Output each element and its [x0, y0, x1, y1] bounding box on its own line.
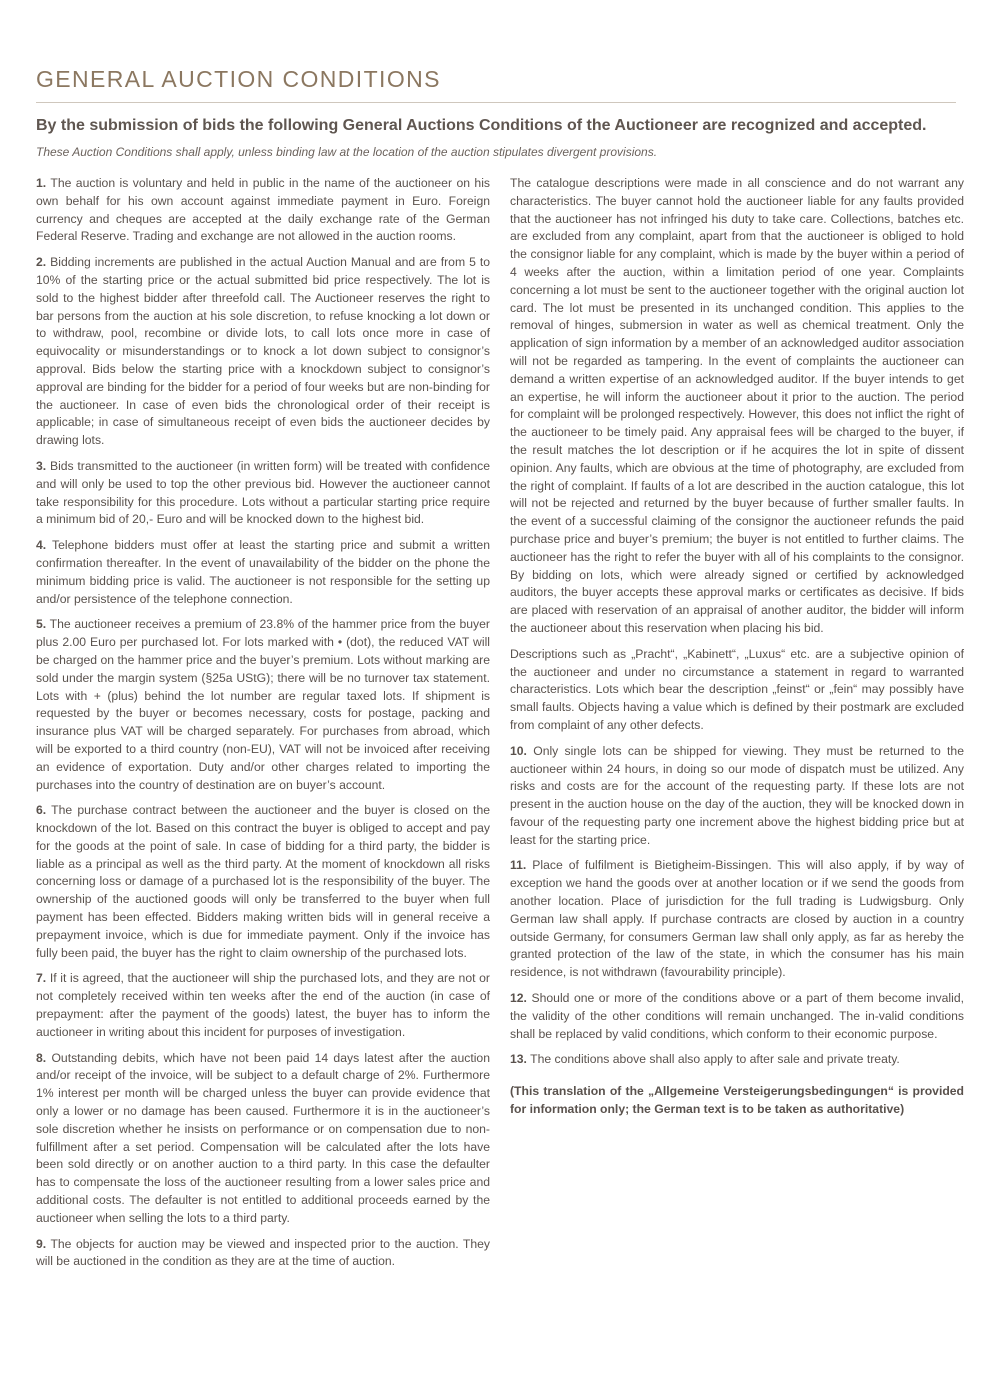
page-subtitle: By the submission of bids the following General Auctions Conditions of the Auctioneer are recognized and accepted.: [36, 117, 927, 134]
clause-text: The purchase contract between the auctioneer and the buyer is closed on the knockdown of the lot. Based on this contract the buyer is obliged to accept and pay for the goods at the point of sale. In case of bidding for a third party, the bidder is liable as a principal as well as the third party. At the moment of knockdown all risks concerning loss or damage of a purchased lot is the responsibility of the buyer. The ownership of the auctioned goods will only be transferred to the buyer when full payment has been effected. Bidders making written bids will in general receive a prepayment invoice, which is due for immediate payment. Only if the invoice has fully been paid, the buyer has the right to claim ownership of the purchased lots.: [36, 803, 490, 960]
clause-9-continued: [510, 175, 964, 638]
clause-number: 2.: [36, 255, 47, 270]
clause-text: Descriptions such as „Pracht“, „Kabinett“, „Luxus“ etc. are a subjective opinion of the auctioneer and under no circumstance a statement in regard to warranted characteristics. Lots which bear the description „feinst“ or „fein“ may possibly have small faults. Objects having a value which is defined by their postmark are excluded from complaint of any other defects.: [510, 646, 964, 732]
clause-12: [510, 990, 964, 1043]
clause-1: [36, 175, 490, 246]
clause-text: Bids transmitted to the auctioneer (in written form) will be treated with confidence and will only be used to top the other previous bid. However the auctioneer cannot take responsibility for this procedure. Lots without a particular starting price require a minimum bid of 20,- Euro and will be knocked down to the highest bid.: [36, 458, 490, 527]
clause-number: 9.: [36, 1236, 47, 1251]
left-column: [36, 175, 490, 1279]
clause-6: [36, 802, 490, 962]
clause-number: 1.: [36, 176, 47, 190]
clause-4: [36, 537, 490, 608]
clause-number: 13.: [510, 1052, 527, 1067]
clause-9: [36, 1236, 490, 1272]
clause-8: [36, 1050, 490, 1228]
right-column: [510, 175, 964, 1127]
clause-text: Bidding increments are published in the actual Auction Manual and are from 5 to 10% of the starting price or the actual submitted bid price respectively. The lot is sold to the highest bidder after threefold call. The Auctioneer reserves the right to bar persons from the auction at his sole discretion, to refuse knocking a lot down or to withdraw, pool, recombine or divide lots, to call lots once more in case of equivocality or misunderstandings or to knock a lot down subject to consignor’s approval. Bids below the starting price with a knockdown subject to consignor’s approval are binding for the bidder for a period of four weeks but are non-binding for the auctioneer. In case of even bids the chronological order of their receipt is applicable; in case of simultaneous receipt of even bids the auctioneer decides by drawing lots.: [36, 255, 490, 448]
clause-text: The auction is voluntary and held in public in the name of the auctioneer on his own behalf for his own account against immediate payment in Euro. Foreign currency and cheques are accepted at the daily exchange rate of the German Federal Reserve. Trading and exchange are not allowed in the auction rooms.: [36, 176, 490, 244]
clause-number: 12.: [510, 991, 527, 1006]
title-divider: [36, 102, 956, 103]
clause-7: [36, 970, 490, 1041]
page-title: GENERAL AUCTION CONDITIONS: [36, 66, 441, 92]
clause-text: The conditions above shall also apply to after sale and private treaty.: [530, 1052, 900, 1067]
clause-5: [36, 616, 490, 794]
clause-11: [510, 857, 964, 982]
clause-text: If it is agreed, that the auctioneer will ship the purchased lots, and they are not or not completely received within ten weeks after the end of the auction (in case of prepayment: after the payment of the goods) latest, the buyer has to inform the auctioneer in writing about this incident for purposes of investigation.: [36, 971, 490, 1039]
clause-text: The catalogue descriptions were made in all conscience and do not warrant any characteristics. The buyer cannot hold the auctioneer liable for any faults provided that the auctioneer has not infringed his duty to take care. Collections, batches etc. are excluded from any complaint, apart from that the auctioneer is obliged to hold the consignor liable for any complaint, which is made by the buyer within a period of 4 weeks after the auction, within a limitation period of one year. Complaints concerning a lot must be sent to the auctioneer together with the original auction lot card. The lot must be presented in its unchanged condition. This applies to the removal of hinges, submersion in water as well as chemical treatment. Only the application of sign information by a member of an acknowledged auditor association will not be regarded as tampering. In the event of complaints the auctioneer can demand a written expertise of an acknowledged auditor. If the buyer intends to get an expertise, he will inform the auctioneer about it prior to the auction. The period for complaint will be prolonged respectively. However, this does not inflict the right of the auctioneer to be timely paid. Any appraisal fees will be charged to the buyer, if the result matches the lot description or if he acquires the lot in spite of dissent opinion. Any faults, which are obvious at the time of photography, are excluded from the right of complaint. If faults of a lot are described in the auction catalogue, this lot will not be rejected and returned by the buyer because of further smaller faults. In the event of a successful claiming of the consignor the auctioneer refunds the paid purchase price and buyer’s premium; the buyer is not entitled to further claims. The auctioneer has the right to refer the buyer with all of his complaints to the consignor. By bidding on lots, which were already signed or certified by acknowledged auditors, the buyer accepts these approval marks or certificates as decisive. If bids are placed with reservation of an appraisal of another auditor, the bidder will inform the auctioneer about this reservation when placing his bid.: [510, 176, 964, 635]
clause-text: Only single lots can be shipped for viewing. They must be returned to the auctioneer within 24 hours, in doing so our mode of dispatch must be utilized. Any risks and costs are for the account of the requesting party. If these lots are not present in the auction house on the day of the auction, they will be knocked down in favour of the requesting party one increment above the highest bidding price but at least for the starting price.: [510, 743, 964, 847]
clause-text: The objects for auction may be viewed and inspected prior to the auction. They will be auctioned in the condition as they are at the time of auction.: [36, 1236, 491, 1269]
clause-number: 5.: [36, 617, 47, 632]
translation-note: (This translation of the „Allgemeine Versteigerungsbedingungen“ is provided for information only; the German text is to be taken as authoritative): [510, 1084, 964, 1117]
clause-10: [510, 743, 964, 850]
clause-number: 4.: [36, 538, 47, 553]
clause-number: 3.: [36, 458, 47, 473]
clause-9-descriptions: [510, 646, 964, 735]
clause-2: [36, 254, 490, 450]
clause-3: [36, 458, 490, 529]
clause-13: [510, 1051, 964, 1069]
clause-text: The auctioneer receives a premium of 23.8% of the hammer price from the buyer plus 2.00 Euro per purchased lot. For lots marked with • (dot), the reduced VAT will be charged on the hammer price and the buyer’s premium. Lots without marking are sold under the margin system (§25a UStG); there will be no turnover tax statement. Lots with + (plus) behind the lot number are regular taxed lots. If shipment is requested by the buyer or becomes necessary, costs for postage, packing and insurance plus VAT will be charged separately. For purchases from abroad, which will be exported to a third country (non-EU), VAT will not be invoiced after receiving an evidence of exportation. Duty and/or other charges related to importing the purchases into the country of destination are on buyer’s account.: [36, 617, 490, 792]
clause-number: 11.: [510, 858, 527, 873]
clause-text: Place of fulfilment is Bietigheim-Bissingen. This will also apply, if by way of exception we hand the goods over at another location or if we send the goods from another location. Place of jurisdiction for the full trading is Ludwigsburg. Only German law shall apply. If purchase contracts are closed by auction in a country outside Germany, for consumers German law shall only apply, as far as hereby the granted protection of the law of the state, in which the consumer has his main residence, is not withdrawn (favourability principle).: [510, 858, 964, 980]
intro-note: These Auction Conditions shall apply, unless binding law at the location of the auction stipulates divergent provisions.: [36, 145, 658, 159]
clause-number: 8.: [36, 1050, 47, 1065]
clause-number: 10.: [510, 743, 527, 758]
clause-text: Telephone bidders must offer at least the starting price and submit a written confirmation thereafter. In the event of unavailability of the bidder on the phone the minimum bidding price is valid. The auctioneer is not responsible for the setting up and/or persistence of the telephone connection.: [36, 538, 490, 606]
clause-text: Outstanding debits, which have not been paid 14 days latest after the auction and/or receipt of the invoice, will be subject to a default charge of 2%. Furthermore 1% interest per month will be charged unless the buyer can provide evidence that only a lower or no damage has been caused. Furthermore it is in the auctioneer’s sole discretion whether he insists on performance or on compensation due to non-fulfillment after a set period. Compensation will be calculated after the lots have been sold directly or on another auction to a third party. In this case the defaulter has to compensate the loss of the auctioneer resulting from a lower sales price and additional costs. The defaulter is not entitled to additional proceeds earned by the auctioneer when selling the lots to a third party.: [36, 1050, 490, 1225]
clause-text: Should one or more of the conditions above or a part of them become invalid, the validity of the other conditions will remain unchanged. The in-valid conditions shall be replaced by valid conditions, which conform to their economic purpose.: [510, 991, 965, 1041]
clause-number: 6.: [36, 803, 47, 818]
clause-number: 7.: [36, 971, 47, 986]
